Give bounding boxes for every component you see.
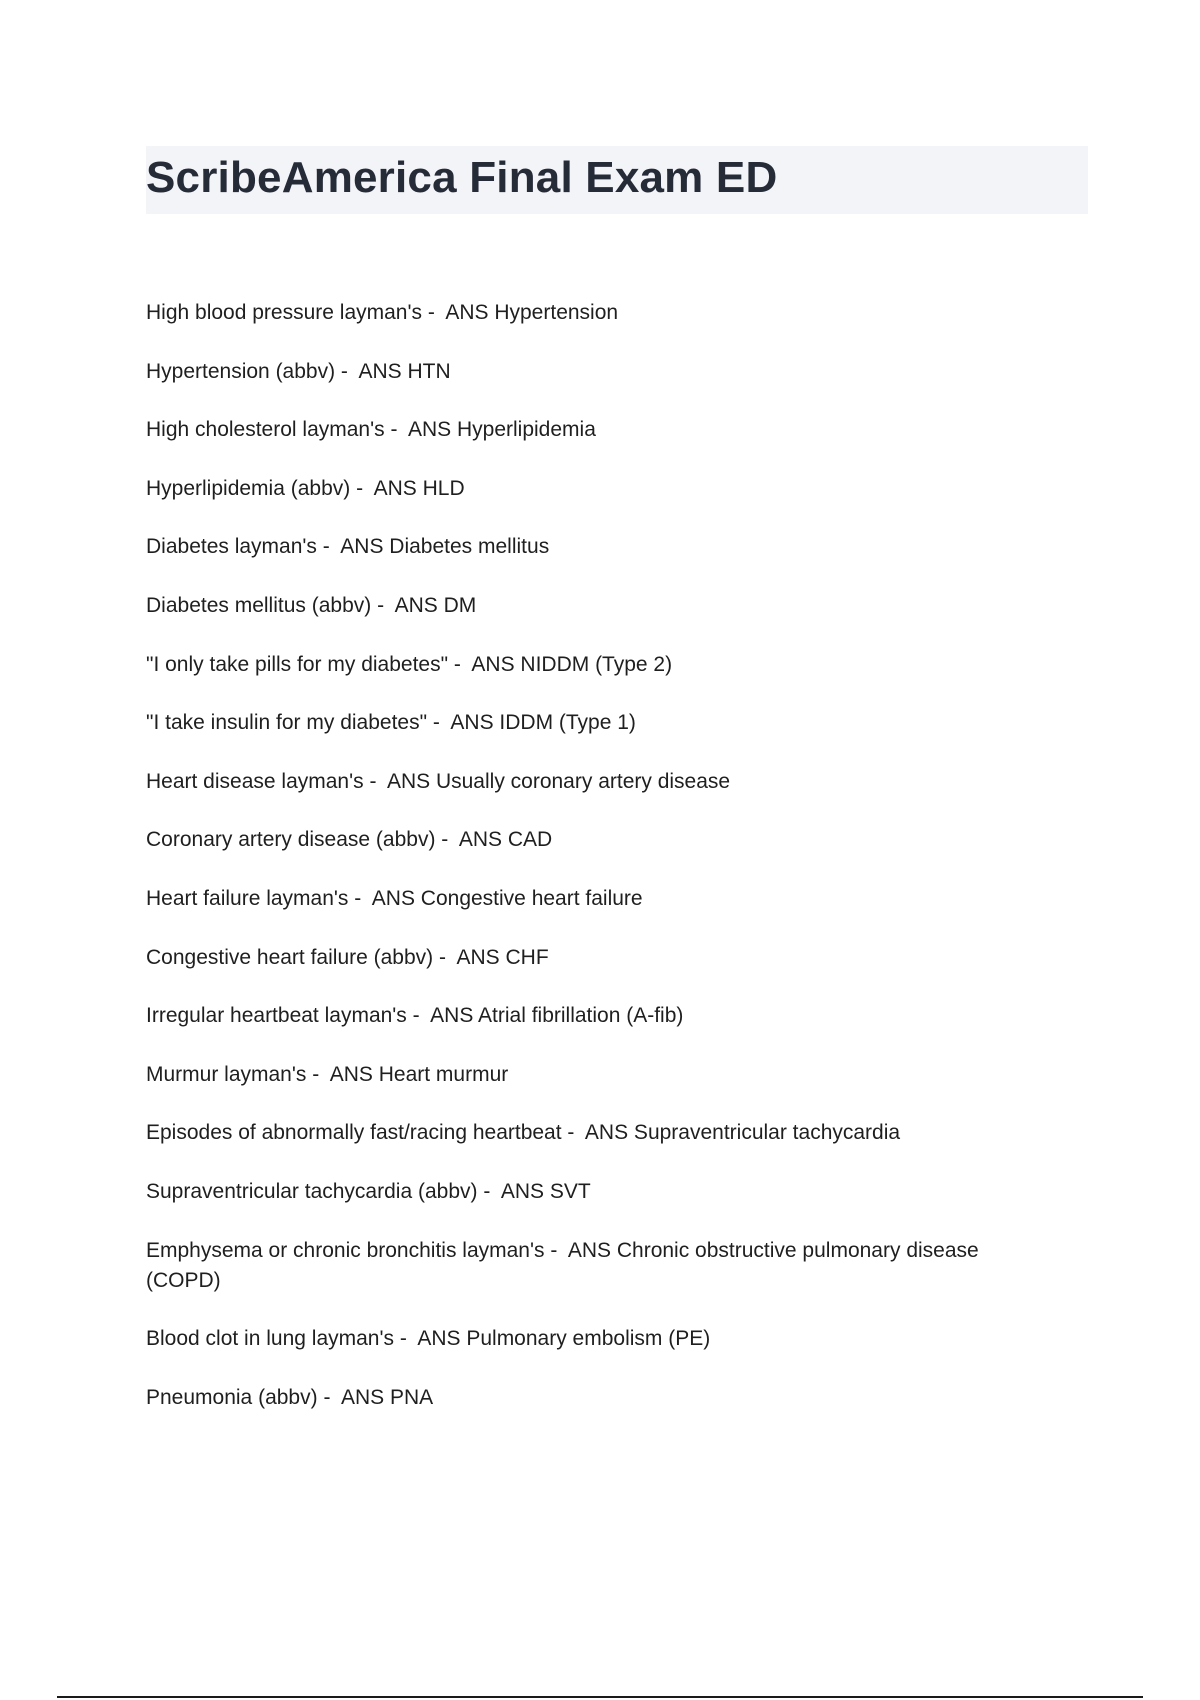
qa-item xyxy=(146,1236,1046,1296)
qa-answer: ANS Atrial fibrillation (A-fib) xyxy=(430,1004,684,1028)
qa-separator: - xyxy=(421,301,446,324)
qa-item xyxy=(146,591,1046,621)
qa-answer: ANS DM xyxy=(394,593,477,617)
qa-answer: ANS Hypertension xyxy=(445,301,619,324)
qa-answer: ANS Congestive heart failure xyxy=(371,886,643,910)
qa-item xyxy=(146,825,1046,855)
qa-question: Supraventricular tachycardia (abbv) xyxy=(146,1179,478,1203)
qa-question: Heart disease layman's xyxy=(146,769,364,793)
qa-separator: - xyxy=(363,769,387,793)
qa-list xyxy=(146,298,1046,1441)
qa-question: Murmur layman's xyxy=(146,1062,307,1086)
qa-separator: - xyxy=(316,535,341,559)
qa-separator: - xyxy=(348,886,372,910)
qa-separator: - xyxy=(306,1062,330,1086)
page-title: ScribeAmerica Final Exam ED xyxy=(146,153,778,202)
qa-separator: - xyxy=(371,593,395,617)
qa-question: "I take insulin for my diabetes" xyxy=(146,711,428,735)
qa-answer: ANS CAD xyxy=(458,828,553,852)
qa-item xyxy=(146,298,1046,328)
qa-item xyxy=(146,1383,1046,1413)
qa-separator: - xyxy=(427,711,451,735)
qa-question: High cholesterol layman's xyxy=(146,418,385,442)
qa-answer: ANS NIDDM (Type 2) xyxy=(471,652,673,676)
qa-question: Diabetes layman's xyxy=(146,535,317,559)
qa-answer: ANS PNA xyxy=(340,1385,434,1409)
qa-separator: - xyxy=(350,476,374,500)
qa-separator: - xyxy=(435,828,459,852)
qa-question: Heart failure layman's xyxy=(146,886,349,910)
qa-item xyxy=(146,1324,1046,1354)
qa-answer: ANS Heart murmur xyxy=(329,1062,509,1086)
qa-separator: - xyxy=(544,1238,568,1262)
qa-question: Congestive heart failure (abbv) xyxy=(146,945,434,969)
qa-separator: - xyxy=(384,418,408,442)
qa-question: Coronary artery disease (abbv) xyxy=(146,828,436,852)
qa-separator: - xyxy=(317,1385,341,1409)
qa-answer: ANS Hyperlipidemia xyxy=(407,418,596,442)
qa-item xyxy=(146,1060,1046,1090)
qa-question: Irregular heartbeat layman's xyxy=(146,1004,407,1028)
qa-separator: - xyxy=(448,652,472,676)
qa-answer: ANS Diabetes mellitus xyxy=(340,535,550,559)
qa-item xyxy=(146,1118,1046,1148)
qa-item xyxy=(146,767,1046,797)
qa-question: "I only take pills for my diabetes" xyxy=(146,652,449,676)
footer-divider xyxy=(57,1696,1143,1698)
qa-item xyxy=(146,1177,1046,1207)
qa-question: Pneumonia (abbv) xyxy=(146,1385,318,1409)
qa-question: Hypertension (abbv) xyxy=(146,359,336,383)
qa-separator: - xyxy=(477,1179,501,1203)
title-banner xyxy=(146,146,1088,214)
qa-question: Blood clot in lung layman's xyxy=(146,1327,394,1351)
qa-question: Diabetes mellitus (abbv) xyxy=(146,593,372,617)
qa-answer: ANS HLD xyxy=(373,476,465,500)
qa-item xyxy=(146,650,1046,680)
qa-question: Hyperlipidemia (abbv) xyxy=(146,476,351,500)
qa-question: High blood pressure layman's xyxy=(146,301,422,324)
qa-answer: ANS Supraventricular tachycardia xyxy=(584,1121,901,1145)
qa-answer: ANS CHF xyxy=(456,945,549,969)
qa-question: Emphysema or chronic bronchitis layman's xyxy=(146,1238,545,1262)
qa-item xyxy=(146,708,1046,738)
qa-separator: - xyxy=(393,1327,418,1351)
qa-item xyxy=(146,943,1046,973)
qa-separator: - xyxy=(561,1121,585,1145)
qa-answer: ANS Usually coronary artery disease xyxy=(386,769,731,793)
qa-answer: ANS HTN xyxy=(358,359,451,383)
qa-item xyxy=(146,1001,1046,1031)
qa-answer: ANS IDDM (Type 1) xyxy=(450,711,636,735)
qa-item xyxy=(146,357,1046,387)
qa-item xyxy=(146,532,1046,562)
qa-item xyxy=(146,415,1046,445)
qa-item xyxy=(146,884,1046,914)
qa-answer: ANS SVT xyxy=(500,1179,591,1203)
qa-question: Episodes of abnormally fast/racing heartbeat xyxy=(146,1121,562,1145)
qa-answer: ANS Pulmonary embolism (PE) xyxy=(417,1327,711,1351)
qa-separator: - xyxy=(335,359,359,383)
qa-separator: - xyxy=(433,945,457,969)
qa-item xyxy=(146,474,1046,504)
qa-answer: ANS Chronic obstructive pulmonary disease (COPD) xyxy=(146,1238,979,1292)
qa-separator: - xyxy=(406,1004,431,1028)
